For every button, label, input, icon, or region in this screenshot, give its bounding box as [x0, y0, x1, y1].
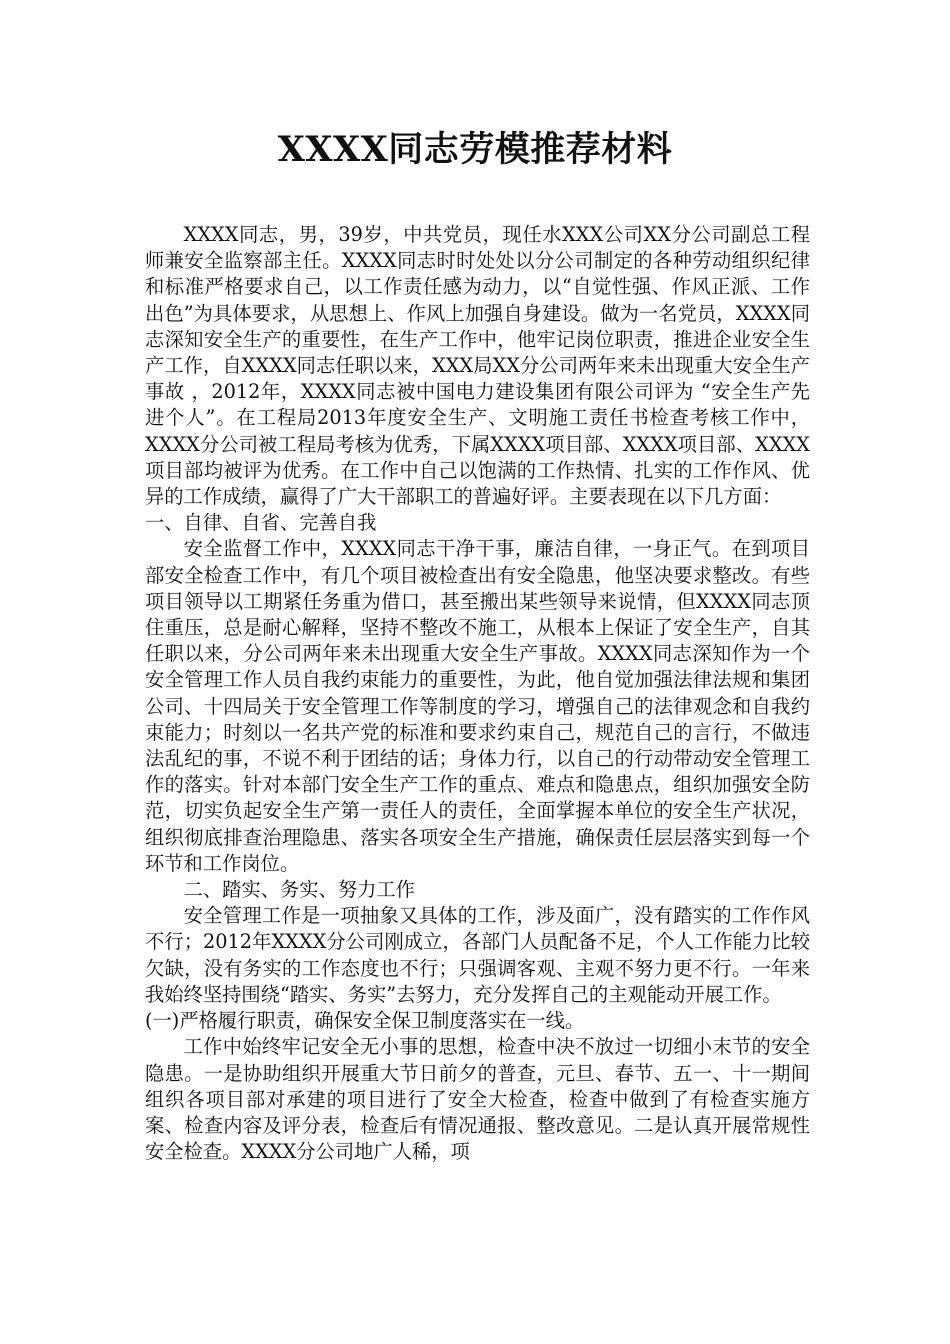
section-heading-1: 一、自律、自省、完善自我: [145, 511, 377, 535]
section-2-paragraph: 安全管理工作是一项抽象又具体的工作，涉及面广，没有踏实的工作作风不行；2012年XXXX分公司刚成立，各部门人员配备不足，个人工作能力比较欠缺，没有务实的工作态度也不行；只强调客观、主观不努力更不行。一年来我始终坚持围绕“踏实、务实”去努力，充分发挥自己的主观能动开展工作。: [145, 904, 810, 1006]
subsection-1-paragraph: 工作中始终牢记安全无小事的思想，检查中决不放过一切细小末节的安全隐患。一是协助组织开展重大节日前夕的普查，元旦、春节、五一、十一期间组织各项目部对承建的项目进行了安全大检查，检查中做到了有检查实施方案、检查内容及评分表，检查后有情况通报、整改意见。二是认真开展常规性安全检查。XXXX分公司地广人稀，项: [145, 1035, 810, 1164]
section-1-paragraph: 安全监督工作中，XXXX同志干净干事，廉洁自律，一身正气。在到项目部安全检查工作中，有几个项目被检查出有安全隐患，他坚决要求整改。有些项目领导以工期紧任务重为借口，甚至搬出某些领导来说情，但XXXX同志顶住重压，总是耐心解释，坚持不整改不施工，从根本上保证了安全生产，自其任职以来，分公司两年来未出现重大安全生产事故。XXXX同志深知作为一个安全管理工作人员自我约束能力的重要性，为此，他自觉加强法律法规和集团公司、十四局关于安全管理工作等制度的学习，增强自己的法律观念和自我约束能力；时刻以一名共产党的标准和要求约束自己，规范自己的言行，不做违法乱纪的事，不说不利于团结的话；身体力行，以自己的行动带动安全管理工作的落实。针对本部门安全生产工作的重点、难点和隐患点，组织加强安全防范，切实负起安全生产第一责任人的责任，全面掌握本单位的安全生产状况，组织彻底排查治理隐患、落实各项安全生产措施，确保责任层层落实到每一个环节和工作岗位。: [145, 537, 810, 875]
intro-paragraph: XXXX同志，男，39岁，中共党员，现任水XXX公司XX分公司副总工程师兼安全监察部主任。XXXX同志时时处处以分公司制定的各种劳动组织纪律和标准严格要求自己，以工作责任感为动力，以“自觉性强、作风正派、工作出色”为具体要求，从思想上、作风上加强自身建设。做为一名党员，XXXX同志深知安全生产的重要性，在生产工作中，他牢记岗位职责，推进企业安全生产工作，自XXXX同志任职以来，XXX局XX分公司两年来未出现重大安全生产事故 ，2012年，XXXX同志被中国电力建设集团有限公司评为 “安全生产先进个人”。在工程局2013年度安全生产、文明施工责任书检查考核工作中，XXXX分公司被工程局考核为优秀，下属XXXX项目部、XXXX项目部、XXXX项目部均被评为优秀。在工作中自己以饱满的工作热情、扎实的工作作风、优异的工作成绩，赢得了广大干部职工的普遍好评。主要表现在以下几方面：: [145, 223, 810, 509]
subsection-heading-1: (一)严格履行职责，确保安全保卫制度落实在一线。: [145, 1009, 585, 1033]
document-title: XXXX同志劳模推荐材料: [277, 129, 673, 170]
section-heading-2: 二、踏实、务实、努力工作: [183, 878, 415, 902]
document-body: [145, 222, 810, 1165]
